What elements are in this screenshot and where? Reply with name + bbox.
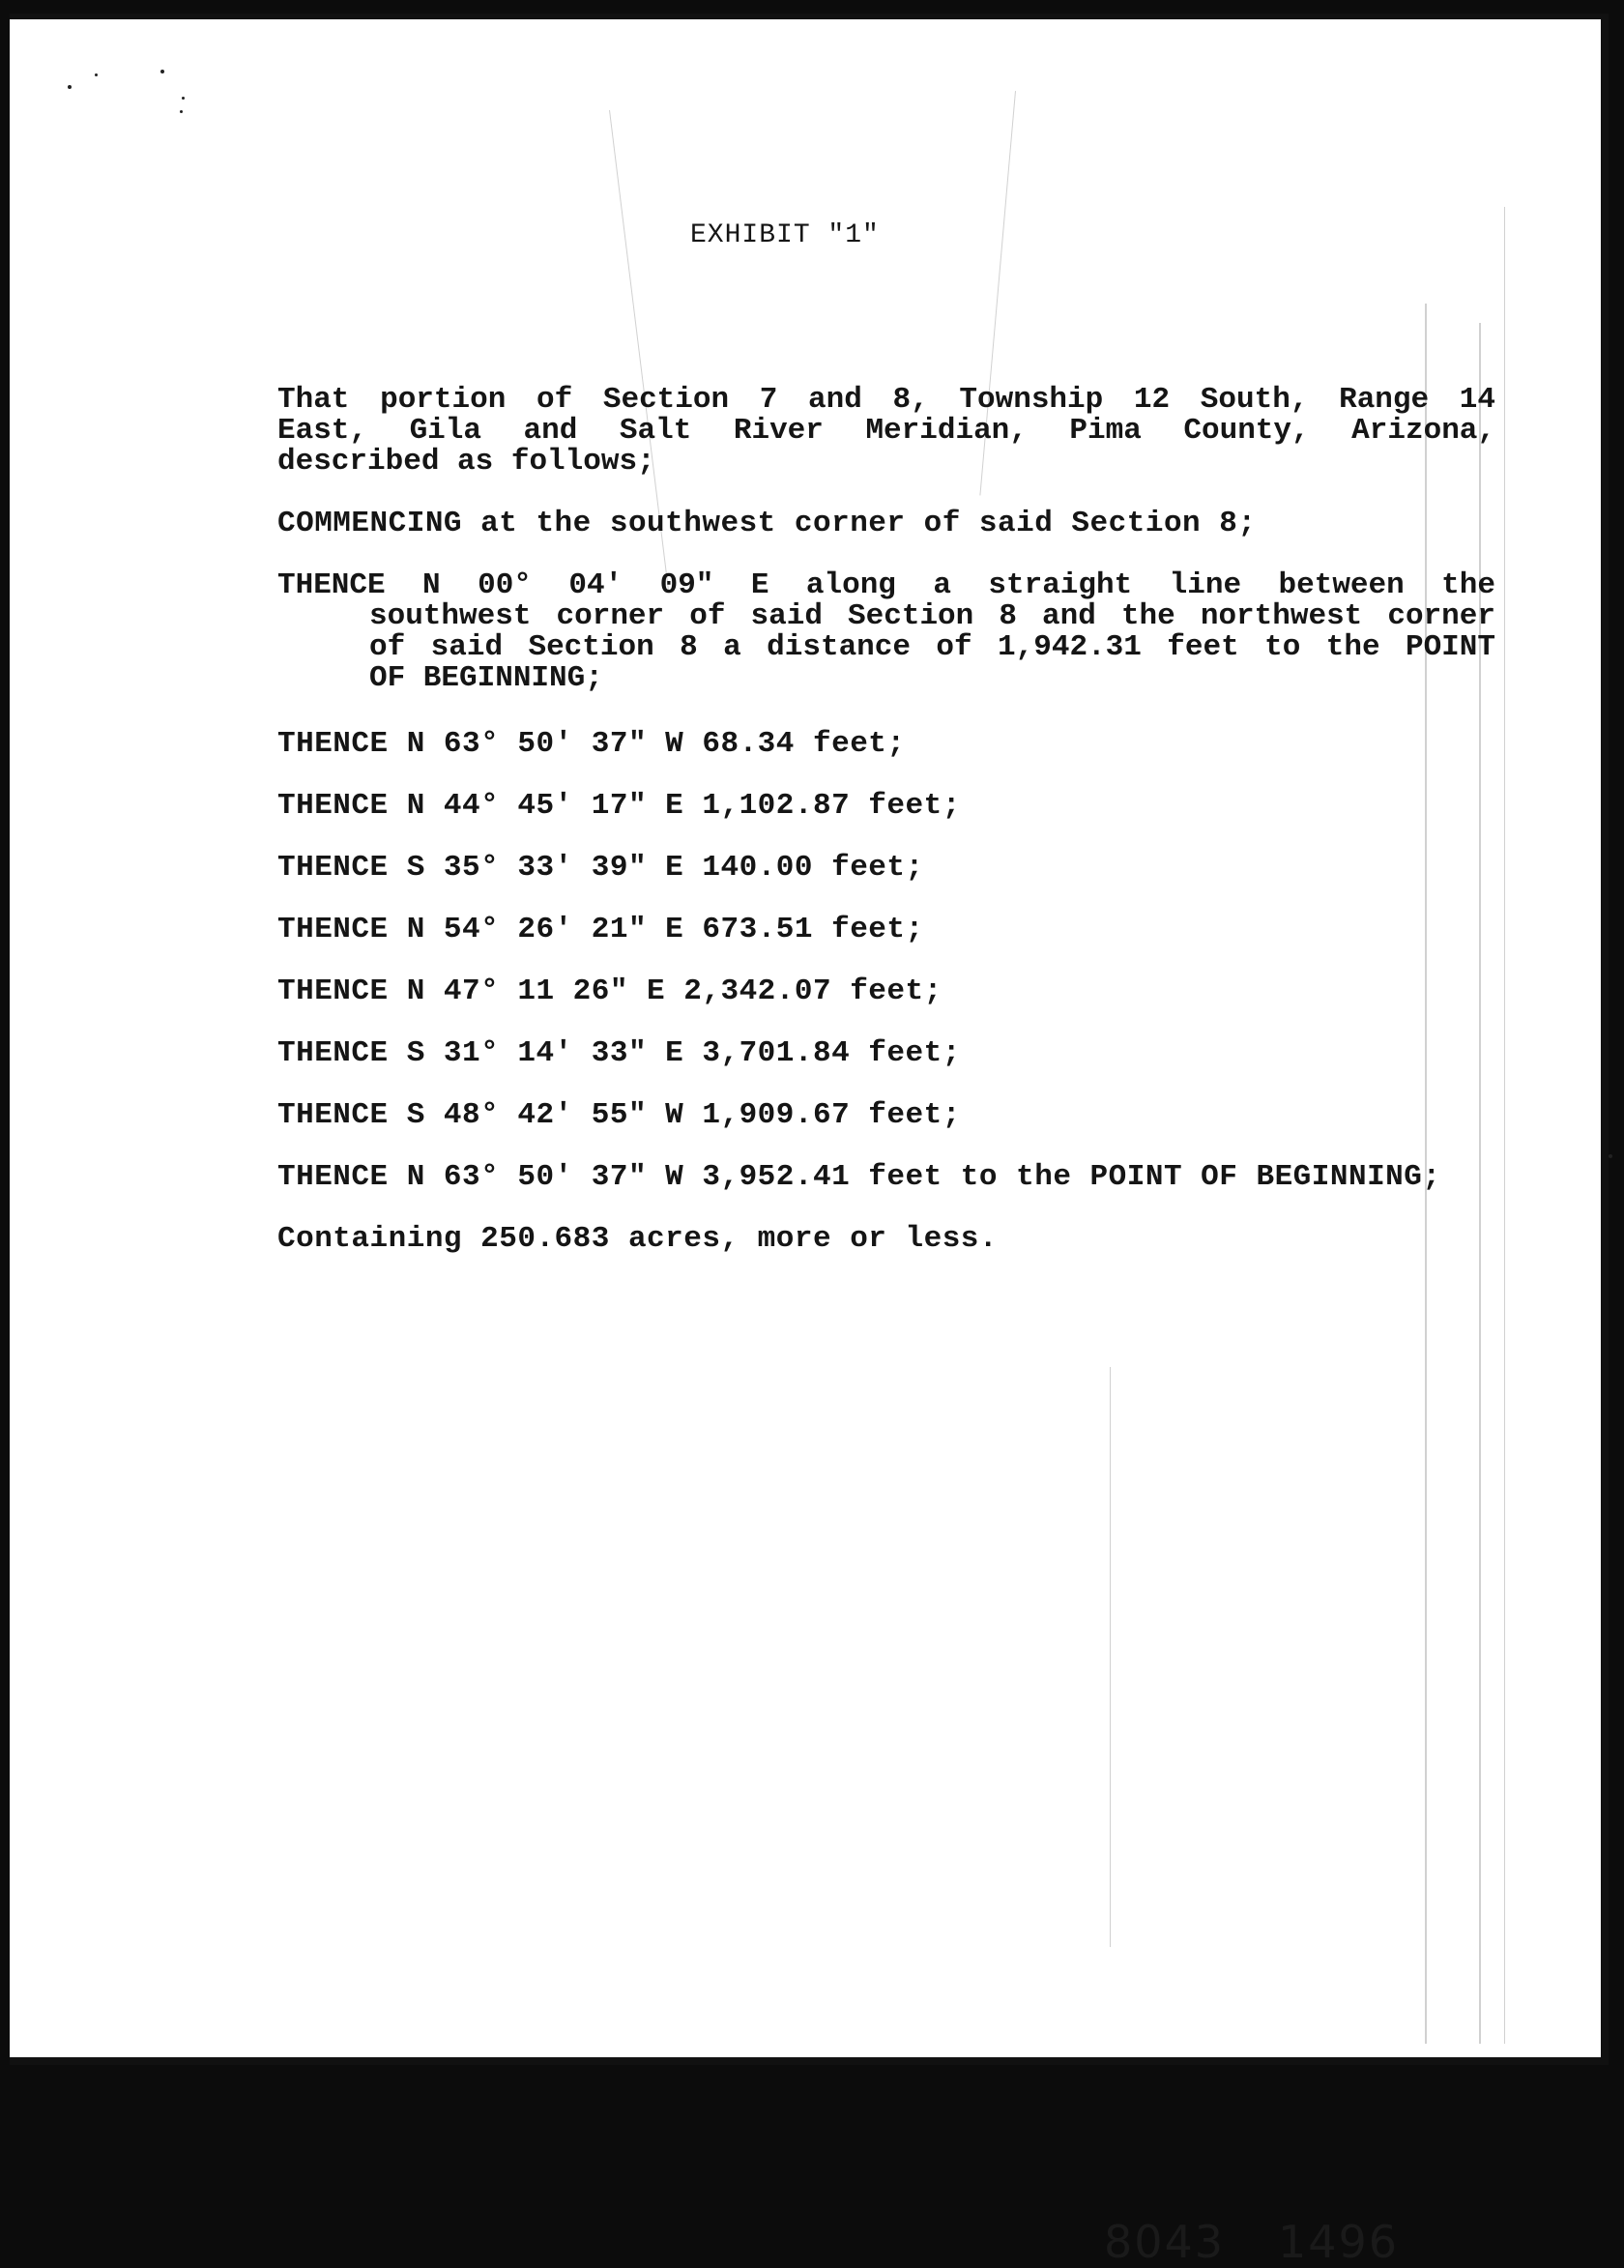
course-line: THENCE N 44° 45' 17" E 1,102.87 feet; bbox=[277, 789, 961, 823]
scan-artifact-line bbox=[1504, 207, 1505, 2044]
scan-speck bbox=[160, 70, 164, 73]
scan-speck bbox=[180, 110, 183, 113]
course-line: THENCE S 31° 14' 33" E 3,701.84 feet; bbox=[277, 1036, 961, 1070]
intro-line: That portion of Section 7 and 8, Township 12 South, Range 14 bbox=[277, 383, 1495, 417]
scan-speck bbox=[182, 97, 185, 100]
exhibit-title: EXHIBIT "1" bbox=[690, 220, 880, 250]
course-line: THENCE N 54° 26' 21" E 673.51 feet; bbox=[277, 913, 924, 946]
first-course-line: OF BEGINNING; bbox=[369, 661, 603, 695]
course-line: THENCE S 48° 42' 55" W 1,909.67 feet; bbox=[277, 1098, 961, 1132]
first-course-line: THENCE N 00° 04' 09" E along a straight line between the bbox=[277, 568, 1495, 602]
scan-artifact-line bbox=[1110, 1367, 1111, 1947]
bottom-scan-edge bbox=[10, 2057, 1609, 2065]
scan-speck bbox=[1609, 1154, 1612, 1158]
commencing-line: COMMENCING at the southwest corner of said Section 8; bbox=[277, 507, 1257, 540]
course-line: THENCE S 35° 33' 39" E 140.00 feet; bbox=[277, 851, 924, 885]
intro-paragraph bbox=[277, 385, 1495, 478]
scan-speck bbox=[68, 85, 72, 89]
intro-line: East, Gila and Salt River Meridian, Pima County, Arizona, bbox=[277, 414, 1495, 448]
recording-book-number: 8043 bbox=[1104, 2216, 1226, 2268]
course-line: THENCE N 63° 50' 37" W 68.34 feet; bbox=[277, 727, 906, 761]
intro-line: described as follows; bbox=[277, 445, 655, 479]
first-course-line: southwest corner of said Section 8 and the northwest corner bbox=[369, 599, 1495, 633]
course-line: THENCE N 63° 50' 37" W 3,952.41 feet to the POINT OF BEGINNING; bbox=[277, 1160, 1441, 1194]
scan-speck bbox=[95, 73, 98, 76]
recording-page-number: 1496 bbox=[1278, 2216, 1400, 2268]
acreage-line: Containing 250.683 acres, more or less. bbox=[277, 1222, 999, 1256]
top-scan-edge bbox=[10, 14, 1609, 19]
first-course-line: of said Section 8 a distance of 1,942.31 feet to the POINT bbox=[369, 630, 1495, 664]
first-course-continuation bbox=[369, 601, 1495, 694]
document-page bbox=[10, 14, 1609, 2268]
right-scan-edge bbox=[1601, 14, 1609, 2065]
course-line: THENCE N 47° 11 26" E 2,342.07 feet; bbox=[277, 974, 942, 1008]
